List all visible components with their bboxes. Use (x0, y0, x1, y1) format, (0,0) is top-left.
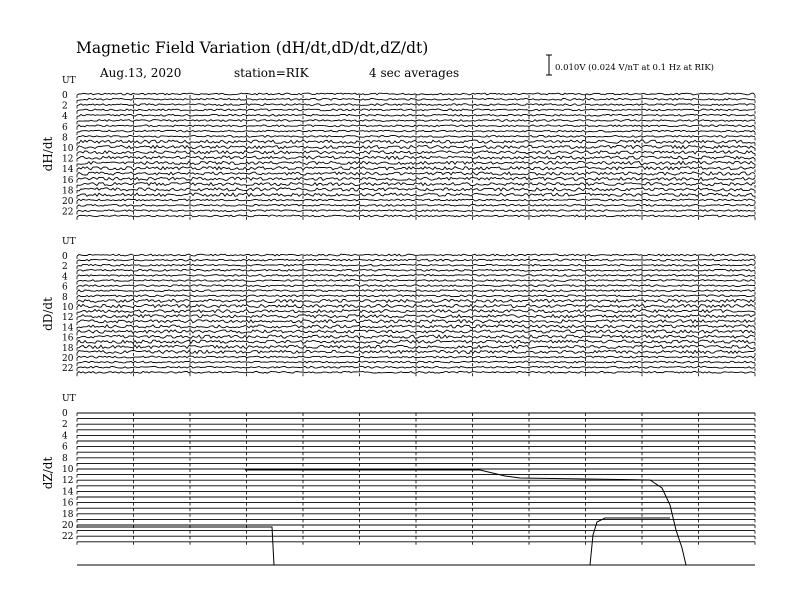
trace-line (77, 280, 755, 282)
hour-label: 6 (62, 282, 68, 293)
trace-line (77, 295, 755, 297)
hour-label: 2 (62, 101, 68, 112)
trace-ticks (77, 266, 755, 269)
panel-1 (41, 76, 755, 220)
hour-label: 4 (62, 272, 68, 283)
trace-ticks (77, 447, 755, 450)
trace-line (77, 125, 755, 127)
trace-ticks (77, 95, 755, 98)
trace-line (77, 371, 755, 373)
trace-ticks (77, 127, 755, 130)
trace-ticks (77, 419, 755, 422)
trace-line (77, 104, 755, 106)
trace-ticks (77, 292, 755, 295)
hour-label: 14 (62, 487, 74, 498)
hour-label: 12 (62, 313, 74, 324)
hour-label: 22 (62, 364, 74, 375)
trace-ticks (77, 430, 755, 433)
panel-2 (41, 237, 755, 376)
hour-label: 4 (62, 431, 68, 442)
hour-label: 8 (62, 453, 68, 464)
hour-label: 12 (62, 476, 74, 487)
trace-line (77, 210, 755, 212)
hour-label: 20 (62, 354, 74, 364)
trace-ticks (77, 373, 755, 376)
trace-ticks (77, 212, 755, 215)
trace-line (77, 285, 755, 287)
hour-label: 16 (62, 498, 74, 509)
trace-line (77, 356, 755, 358)
trace-ticks (77, 106, 755, 109)
trace-ticks (77, 276, 755, 279)
trace-line (77, 109, 755, 111)
trace-ticks (77, 100, 755, 103)
trace-ticks (77, 148, 755, 151)
trace-line (77, 199, 755, 201)
trace-ticks (77, 343, 755, 346)
scale-bar (546, 55, 552, 75)
trace-ticks (77, 475, 755, 478)
trace-line (77, 215, 755, 217)
hour-label: 2 (62, 262, 68, 273)
trace-ticks (77, 368, 755, 371)
trace-line (77, 259, 755, 261)
trace-line (77, 275, 755, 277)
trace-ticks (77, 185, 755, 188)
ut-label: UT (62, 237, 76, 247)
chart-title: Magnetic Field Variation (dH/dt,dD/dt,dZ/dt) (76, 39, 429, 57)
trace-line (77, 120, 755, 122)
trace-ticks (77, 256, 755, 259)
hour-label: 0 (62, 409, 68, 419)
trace-ticks (77, 180, 755, 183)
hour-label: 18 (62, 343, 74, 354)
scale-label: 0.010V (0.024 V/nT at 0.1 Hz at RIK) (555, 63, 714, 73)
trace-ticks (77, 132, 755, 135)
trace-ticks (77, 424, 755, 427)
dz-features (77, 470, 755, 565)
trace-ticks (77, 348, 755, 351)
hour-label: 2 (62, 420, 68, 431)
trace-ticks (77, 190, 755, 193)
hour-label: 18 (62, 186, 74, 197)
trace-line (77, 93, 755, 95)
trace-ticks (77, 196, 755, 199)
hour-label: 18 (62, 509, 74, 520)
trace-line (77, 290, 755, 292)
hour-label: 20 (62, 197, 74, 207)
trace-ticks (77, 261, 755, 264)
trace-ticks (77, 441, 755, 444)
hour-label: 14 (62, 165, 74, 176)
trace-ticks (77, 508, 755, 511)
trace-ticks (77, 122, 755, 125)
trace-ticks (77, 333, 755, 336)
panel-3 (41, 394, 755, 565)
trace-ticks (77, 503, 755, 506)
hour-label: 22 (62, 532, 74, 543)
hour-label: 0 (62, 252, 68, 262)
trace-ticks (77, 497, 755, 500)
trace-ticks (77, 486, 755, 489)
hour-label: 12 (62, 154, 74, 165)
ut-label: UT (62, 394, 76, 404)
averaging-label: 4 sec averages (369, 66, 460, 80)
trace-line (77, 136, 755, 138)
trace-ticks (77, 435, 755, 438)
trace-line (77, 264, 755, 266)
date-label: Aug.13, 2020 (100, 66, 182, 80)
ut-label: UT (62, 76, 76, 86)
trace-ticks (77, 159, 755, 162)
component-label: dZ/dt (41, 456, 55, 490)
hour-label: 6 (62, 122, 68, 133)
trace-ticks (77, 491, 755, 494)
station-label: station=RIK (234, 66, 309, 80)
hour-label: 14 (62, 323, 74, 334)
hour-label: 22 (62, 207, 74, 218)
hour-label: 4 (62, 112, 68, 123)
trace-ticks (77, 353, 755, 356)
trace-line (77, 204, 755, 206)
hour-label: 16 (62, 333, 74, 344)
component-label: dH/dt (41, 136, 55, 172)
trace-ticks (77, 463, 755, 466)
hour-label: 8 (62, 292, 68, 303)
trace-ticks (77, 271, 755, 274)
trace-ticks (77, 111, 755, 114)
trace-ticks (77, 363, 755, 366)
trace-line (77, 254, 755, 256)
trace-ticks (77, 217, 755, 220)
trace-ticks (77, 143, 755, 146)
trace-ticks (77, 413, 755, 416)
hour-label: 10 (62, 465, 74, 475)
trace-ticks (77, 287, 755, 290)
hour-label: 0 (62, 91, 68, 101)
trace-ticks (77, 282, 755, 285)
trace-line (77, 114, 755, 116)
trace-line (77, 98, 755, 100)
hour-label: 10 (62, 144, 74, 154)
trace-ticks (77, 116, 755, 119)
hour-label: 6 (62, 442, 68, 453)
trace-ticks (77, 201, 755, 204)
hour-label: 10 (62, 303, 74, 313)
trace-line (77, 130, 755, 132)
trace-ticks (77, 358, 755, 361)
hour-label: 8 (62, 133, 68, 144)
component-label: dD/dt (41, 297, 55, 331)
trace-ticks (77, 297, 755, 300)
trace-ticks (77, 452, 755, 455)
hour-label: 20 (62, 521, 74, 531)
hour-label: 16 (62, 175, 74, 186)
trace-line (77, 366, 755, 368)
trace-ticks (77, 206, 755, 209)
trace-line (77, 269, 755, 271)
trace-line (77, 361, 755, 363)
trace-ticks (77, 458, 755, 461)
